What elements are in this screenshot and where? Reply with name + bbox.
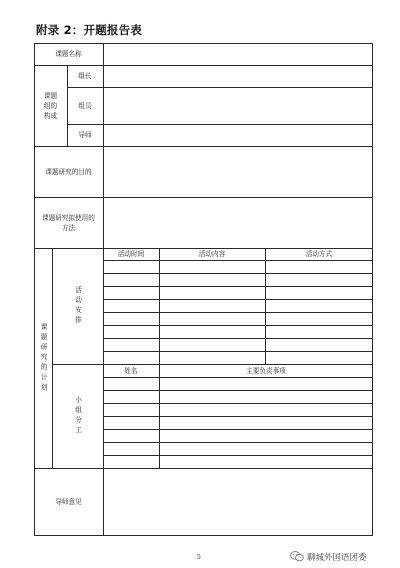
group-division-label: 小组分工 bbox=[73, 395, 82, 437]
proposal-form-table bbox=[34, 43, 373, 536]
advisor-field[interactable] bbox=[104, 125, 372, 146]
page-title: 附录 2：开题报告表 bbox=[36, 23, 143, 37]
group-composition-label: 课题 组的 构成 bbox=[43, 91, 58, 120]
topic-name-field[interactable] bbox=[104, 44, 372, 65]
members-label: 组员 bbox=[78, 101, 92, 110]
members-field[interactable] bbox=[104, 88, 372, 124]
research-purpose-label: 课题研究的目的 bbox=[45, 167, 92, 176]
activity-arrangement-label: 活动安排 bbox=[73, 285, 82, 327]
leader-field[interactable] bbox=[104, 66, 372, 87]
watermark-text: 聊城外国语团委 bbox=[307, 552, 367, 563]
research-purpose-field[interactable] bbox=[104, 147, 372, 197]
research-plan-label: 课题研究的计划 bbox=[39, 322, 47, 394]
page-number: 5 bbox=[197, 554, 201, 561]
research-method-field[interactable] bbox=[104, 198, 372, 248]
activity-method-header: 活动方式 bbox=[305, 250, 333, 258]
wechat-icon bbox=[290, 547, 304, 566]
leader-label: 组长 bbox=[78, 72, 92, 80]
advisor-opinion-label: 导师意见 bbox=[55, 497, 82, 506]
topic-name-label: 课题名称 bbox=[55, 50, 82, 58]
advisor-opinion-field[interactable] bbox=[104, 469, 372, 535]
responsibility-header: 主要负责事项 bbox=[246, 366, 286, 375]
research-method-label: 课题研究拟使用的 方法 bbox=[42, 213, 95, 232]
activity-time-header: 活动时间 bbox=[117, 250, 145, 258]
name-header: 姓名 bbox=[124, 366, 138, 375]
advisor-label: 导师 bbox=[78, 131, 92, 139]
wechat-watermark bbox=[290, 547, 367, 566]
activity-content-header: 活动内容 bbox=[198, 250, 226, 258]
